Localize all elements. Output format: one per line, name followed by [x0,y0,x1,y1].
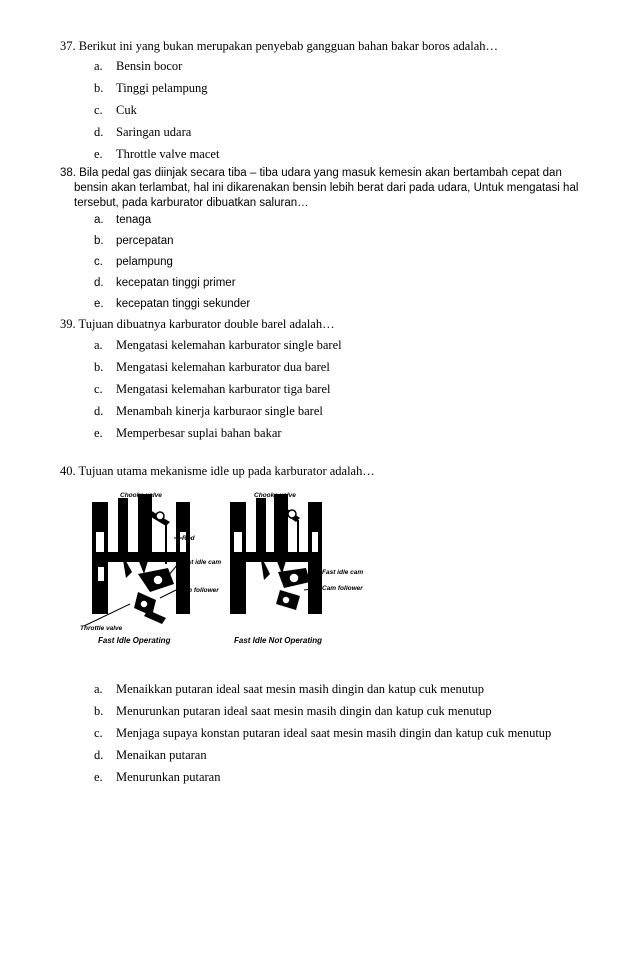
q38-option-b[interactable]: b. percepatan [94,235,174,247]
q39-option-e[interactable]: e. Memperbesar suplai bahan bakar [94,426,282,440]
left-carburetor-drawing [84,494,190,626]
q38-option-e[interactable]: e. kecepatan tinggi sekunder [94,298,251,310]
q37-option-d[interactable]: d. Saringan udara [94,125,192,139]
left-choke-label: Chooke valve [120,492,162,499]
question-38: 38. Bila pedal gas diinjak secara tiba – tiba udara yang masuk kemesin akan bertambah cepat dan bensin akan terlambat, hal ini dikarenakan bensin lebih berat dari pada udara, Untuk mengatasi hal tersebut, pada karburator dibuatkan saluran… [60,167,579,209]
right-caption: Fast Idle Not Operating [234,636,323,645]
q40-option-d[interactable]: d. Menaikan putaran [94,748,207,762]
left-cam-follower-label: Cam follower [178,587,219,594]
left-fast-idle-cam-label: Fast idle cam [180,559,222,566]
q38-option-d[interactable]: d. kecepatan tinggi primer [94,277,236,289]
right-choke-label: Chooke valve [254,492,296,499]
q37-option-c[interactable]: c. Cuk [94,103,137,117]
q39-option-d[interactable]: d. Menambah kinerja karburaor single barel [94,404,323,418]
right-cam-follower-label: Cam follower [322,585,363,592]
right-fast-idle-cam-label: Fast idle cam [322,569,364,576]
question-37: 37. Berikut ini yang bukan merupakan penyebab gangguan bahan bakar boros adalah… [60,39,499,53]
q40-option-e[interactable]: e. Menurunkan putaran [94,770,221,784]
q40-option-c[interactable]: c. Menjaga supaya konstan putaran ideal saat mesin masih dingin dan katup cuk menutup [94,726,552,740]
q38-option-a[interactable]: a. tenaga [94,214,152,226]
q37-option-b[interactable]: b. Tinggi pelampung [94,81,208,95]
carburetor-idle-up-figure [78,492,368,646]
q39-option-a[interactable]: a. Mengatasi kelemahan karburator single barel [94,338,342,352]
left-rod-label: Rod [182,535,195,542]
question-40: 40. Tujuan utama mekanisme idle up pada karburator adalah… [60,464,375,478]
q39-option-c[interactable]: c. Mengatasi kelemahan karburator tiga barel [94,382,331,396]
q39-option-b[interactable]: b. Mengatasi kelemahan karburator dua barel [94,360,330,374]
right-carburetor-drawing [230,494,322,614]
question-39: 39. Tujuan dibuatnya karburator double barel adalah… [60,317,335,331]
q38-option-c[interactable]: c. pelampung [94,256,173,268]
q37-option-e[interactable]: e. Throttle valve macet [94,147,220,161]
q37-option-a[interactable]: a. Bensin bocor [94,59,183,73]
q40-option-b[interactable]: b. Menurunkan putaran ideal saat mesin masih dingin dan katup cuk menutup [94,704,492,718]
left-throttle-label: Throttle valve [80,625,123,632]
q40-option-a[interactable]: a. Menaikkan putaran ideal saat mesin masih dingin dan katup cuk menutup [94,682,484,696]
left-caption: Fast Idle Operating [98,636,171,645]
